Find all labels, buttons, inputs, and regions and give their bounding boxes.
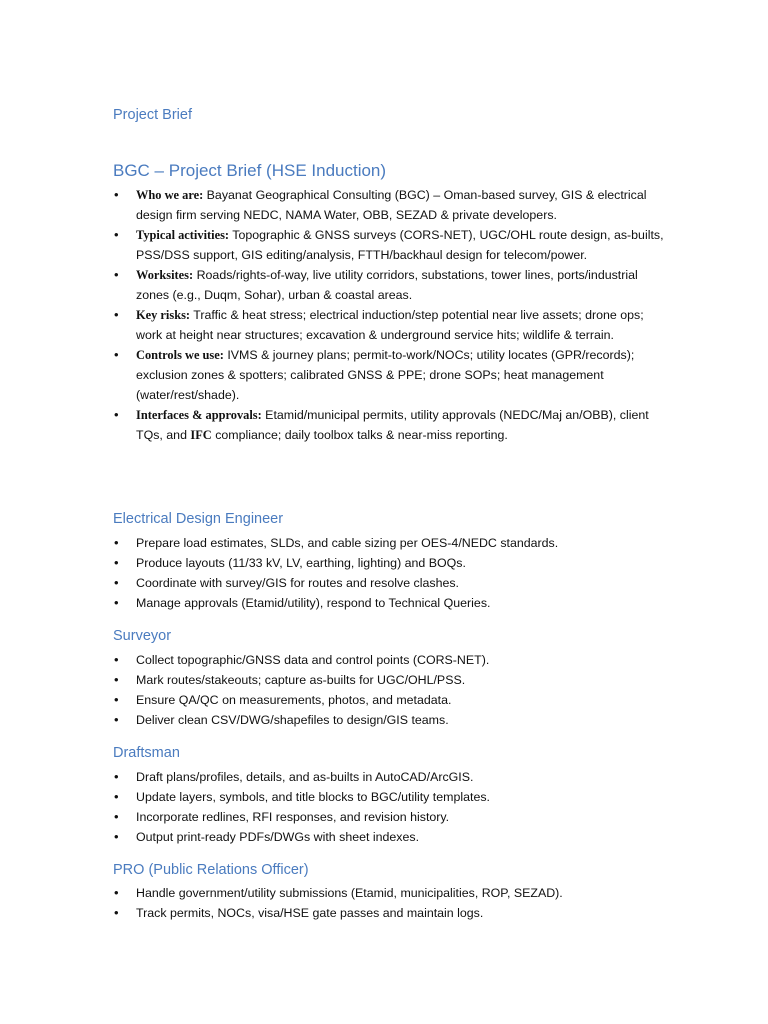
list-item: • Handle government/utility submissions (Etamid, municipalities, ROP, SEZAD). <box>113 883 673 903</box>
item-lead: Who we are: <box>136 188 204 202</box>
list-item <box>113 345 673 405</box>
list-item: • Draft plans/profiles, details, and as-builts in AutoCAD/ArcGIS. <box>113 767 673 787</box>
list-item: • Output print-ready PDFs/DWGs with sheet indexes. <box>113 827 673 847</box>
list-item: • Coordinate with survey/GIS for routes and resolve clashes. <box>113 573 673 593</box>
brief-list <box>113 185 673 445</box>
role-heading-electrical-design-engineer: Electrical Design Engineer <box>113 511 284 527</box>
list-item <box>113 405 673 445</box>
item-emphasis: IFC <box>190 428 212 442</box>
list-item: • Prepare load estimates, SLDs, and cable sizing per OES-4/NEDC standards. <box>113 533 673 553</box>
list-item: • Manage approvals (Etamid/utility), respond to Technical Queries. <box>113 593 673 613</box>
item-text: Roads/rights-of-way, live utility corridors, substations, tower lines, ports/industrial zones (e.g., Duqm, Sohar), urban & coastal areas. <box>136 268 638 302</box>
role-heading-pro: PRO (Public Relations Officer) <box>113 862 309 878</box>
list-item: • Incorporate redlines, RFI responses, and revision history. <box>113 807 673 827</box>
item-lead: Typical activities: <box>136 228 230 242</box>
brief-heading: BGC – Project Brief (HSE Induction) <box>113 161 387 180</box>
item-text: compliance; daily toolbox talks & near-miss reporting. <box>211 428 508 442</box>
role-list-pro <box>113 883 673 923</box>
role-list-surveyor <box>113 650 673 730</box>
item-lead: Key risks: <box>136 308 191 322</box>
item-text: Traffic & heat stress; electrical induction/step potential near live assets; drone ops; work at height near structures; excavation & underground service hits; wildlife & terrain. <box>136 308 644 342</box>
role-list-electrical-design-engineer <box>113 533 673 613</box>
item-lead: Controls we use: <box>136 348 224 362</box>
item-lead: Interfaces & approvals: <box>136 408 262 422</box>
item-lead: Worksites: <box>136 268 194 282</box>
role-heading-surveyor: Surveyor <box>113 628 172 644</box>
item-text: IVMS & journey plans; permit-to-work/NOCs; utility locates (GPR/records); exclusion zones & spotters; calibrated GNSS & PPE; drone SOPs; heat management (water/rest/shade). <box>136 348 635 402</box>
list-item <box>113 305 673 345</box>
list-item <box>113 185 673 225</box>
list-item: • Produce layouts (11/33 kV, LV, earthing, lighting) and BOQs. <box>113 553 673 573</box>
role-list-draftsman <box>113 767 673 847</box>
list-item: • Update layers, symbols, and title blocks to BGC/utility templates. <box>113 787 673 807</box>
page-title: Project Brief <box>113 107 192 123</box>
list-item: • Collect topographic/GNSS data and control points (CORS-NET). <box>113 650 673 670</box>
role-heading-draftsman: Draftsman <box>113 745 180 761</box>
list-item <box>113 225 673 265</box>
item-text: Topographic & GNSS surveys (CORS-NET), UGC/OHL route design, as-builts, PSS/DSS support, GIS editing/analysis, FTTH/backhaul design for telecom/power. <box>136 228 664 262</box>
list-item: • Track permits, NOCs, visa/HSE gate passes and maintain logs. <box>113 903 673 923</box>
list-item: • Deliver clean CSV/DWG/shapefiles to design/GIS teams. <box>113 710 673 730</box>
list-item: • Mark routes/stakeouts; capture as-builts for UGC/OHL/PSS. <box>113 670 673 690</box>
list-item <box>113 265 673 305</box>
item-text: Bayanat Geographical Consulting (BGC) – Oman-based survey, GIS & electrical design firm serving NEDC, NAMA Water, OBB, SEZAD & private developers. <box>136 188 647 222</box>
item-text: Etamid/municipal permits, utility approvals (NEDC/Maj an/OBB), client TQs, and <box>136 408 649 442</box>
list-item: • Ensure QA/QC on measurements, photos, and metadata. <box>113 690 673 710</box>
